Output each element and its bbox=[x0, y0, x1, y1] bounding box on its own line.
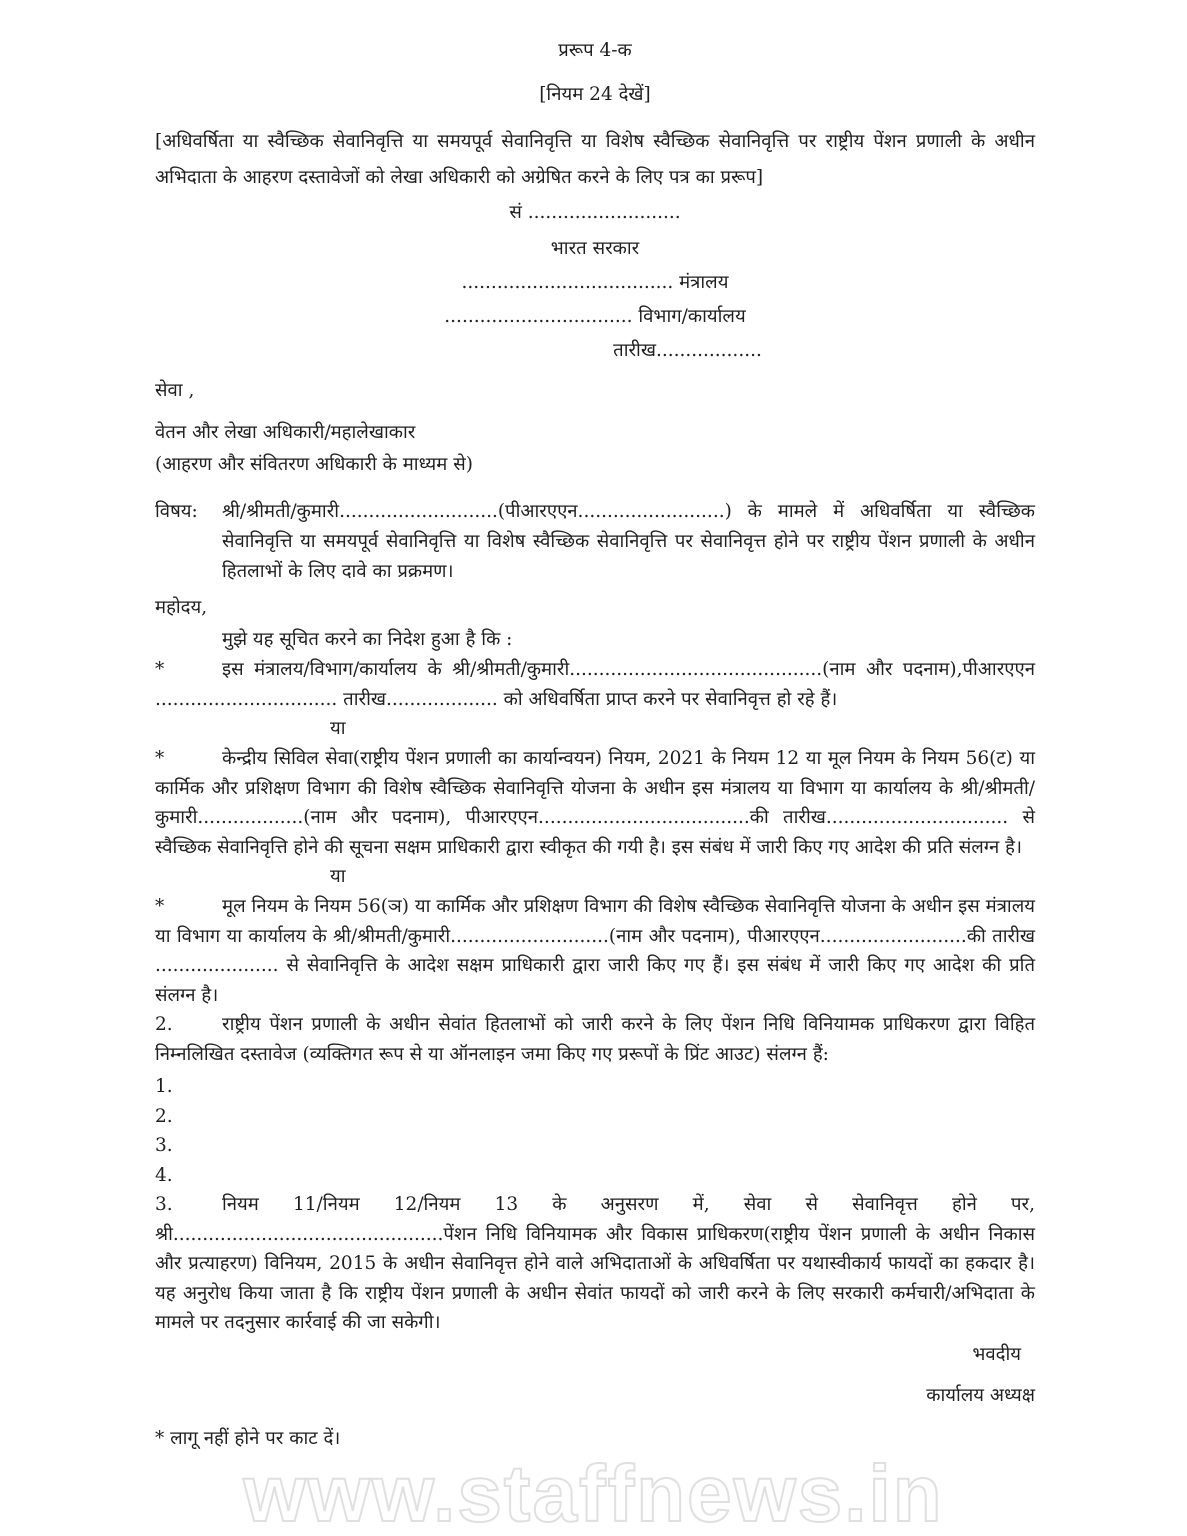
option-3-text: मूल नियम के नियम 56(ञ) या कार्मिक और प्रशिक्षण विभाग की विशेष स्वैच्छिक सेवानिवृत्ति योजना के अधीन इस मंत्रालय या विभाग या कार्यालय के श्री/श्रीमती/कुमारी...........................(नाम और पदनाम), पीआरएएन.........................की तारीख ..................... से सेवानिवृत्ति के आदेश सक्षम प्राधिकारी द्वारा जारी किए गए हैं। इस संबंध में जारी किए गए आदेश की प्रति संलग्न है। bbox=[155, 896, 1035, 1006]
enclosure-item: 1. bbox=[155, 1076, 173, 1097]
enclosure-item: 2. bbox=[155, 1105, 173, 1127]
subject-label: विषय: bbox=[155, 501, 198, 522]
para-3 bbox=[155, 1190, 1035, 1338]
enclosure-list bbox=[155, 1072, 1035, 1190]
department-line: ................................ विभाग/कार्यालय bbox=[444, 306, 746, 327]
or-separator-1: या bbox=[330, 718, 346, 739]
salutation: महोदय, bbox=[155, 597, 208, 618]
asterisk-marker: * bbox=[155, 896, 165, 917]
para-3-text: नियम 11/नियम 12/नियम 13 के अनुसरण में, सेवा से सेवानिवृत्त होने पर, श्री..............................................पेंशन निधि विनियामक और विकास प्राधिकरण(राष्ट्रीय पेंशन प्रणाली के अधीन निकास और प्रत्याहरण) विनियम, 2015 के अधीन सेवानिवृत्त होने वाले अभिदाताओं के अधिवर्षिता पर यथास्वीकार्य फायदों का हकदार है। यह अनुरोध किया जाता है कि राष्ट्रीय पेंशन प्रणाली के अधीन सेवांत फायदों को जारी करने के लिए सरकारी कर्मचारी/अभिदाता के मामले पर तदनुसार कार्रवाई की जा सकेगी। bbox=[155, 1194, 1035, 1333]
subject-text: श्री/श्रीमती/कुमारी...........................(पीआरएएन.........................) के मामले में अधिवर्षिता या स्वैच्छिक सेवानिवृत्ति या समयपूर्व सेवानिवृत्ति या विशेष स्वैच्छिक सेवानिवृत्ति पर सेवानिवृत्त होने पर राष्ट्रीय पेंशन प्रणाली के अधीन हितलाभों के लिए दावे का प्रक्रमण। bbox=[222, 501, 1035, 582]
para-2 bbox=[155, 1010, 1035, 1069]
government-line: भारत सरकार bbox=[550, 238, 640, 259]
asterisk-marker: * bbox=[155, 748, 165, 769]
para-2-text: राष्ट्रीय पेंशन प्रणाली के अधीन सेवांत हितलाभों को जारी करने के लिए पेंशन निधि विनियामक प्राधिकरण द्वारा विहित निम्नलिखित दस्तावेज (व्यक्तिगत रूप से या ऑनलाइन जमा किए गए प्ररूपों के प्रिंट आउट) संलग्न हैं: bbox=[155, 1014, 1035, 1065]
para-3-number: 3. bbox=[155, 1194, 173, 1215]
signatory-designation: कार्यालय अध्यक्ष bbox=[926, 1384, 1035, 1406]
form-description: [अधिवर्षिता या स्वैच्छिक सेवानिवृत्ति या समयपूर्व सेवानिवृत्ति या विशेष स्वैच्छिक सेवानिवृत्ति पर राष्ट्रीय पेंशन प्रणाली के अधीन अभिदाता के आहरण दस्तावेजों को लेखा अधिकारी को अग्रेषित करने के लिए पत्र का प्ररूप] bbox=[155, 131, 1035, 188]
para-2-number: 2. bbox=[155, 1014, 173, 1035]
footnote: * लागू नहीं होने पर काट दें। bbox=[155, 1427, 341, 1449]
ministry-line: .................................... मंत्रालय bbox=[461, 272, 729, 293]
rule-reference: [नियम 24 देखें] bbox=[539, 84, 651, 105]
number-line: सं .......................... bbox=[509, 202, 681, 223]
option-1-text: इस मंत्रालय/विभाग/कार्यालय के श्री/श्रीमती/कुमारी...........................................(नाम और पदनाम),पीआरएएन ............................... तारीख................... को अधिवर्षिता प्राप्त करने पर सेवानिवृत्त हो रहे हैं। bbox=[155, 659, 1035, 710]
or-separator-2: या bbox=[330, 866, 346, 887]
intro-line: मुझे यह सूचित करने का निदेश हुआ है कि : bbox=[222, 629, 513, 650]
asterisk-marker: * bbox=[155, 659, 165, 680]
closing-valediction: भवदीय bbox=[972, 1343, 1021, 1365]
addressee-line: वेतन और लेखा अधिकारी/महालेखाकार bbox=[155, 422, 416, 443]
form-title: प्ररूप 4-क bbox=[558, 40, 632, 61]
option-2-text: केन्द्रीय सिविल सेवा(राष्ट्रीय पेंशन प्रणाली का कार्यान्वयन) नियम, 2021 के नियम 12 या मूल नियम के नियम 56(ट) या कार्मिक और प्रशिक्षण विभाग की विशेष स्वैच्छिक सेवानिवृत्ति योजना के अधीन इस मंत्रालय या विभाग या कार्यालय के श्री/श्रीमती/कुमारी..................(नाम और पदनाम), पीआरएएन....................................की तारीख............................... से स्वैच्छिक सेवानिवृत्ति होने की सूचना सक्षम प्राधिकारी द्वारा स्वीकृत की गयी है। इस संबंध में जारी किए गए आदेश की प्रति संलग्न है। bbox=[155, 748, 1035, 858]
enclosure-item: 3. bbox=[155, 1135, 173, 1156]
option-2 bbox=[155, 744, 1035, 862]
enclosure-item: 4. bbox=[155, 1164, 173, 1186]
subject-block bbox=[155, 497, 1035, 587]
through-line: (आहरण और संवितरण अधिकारी के माध्यम से) bbox=[155, 454, 473, 475]
site-watermark: www.staffnews.in bbox=[243, 1449, 944, 1536]
option-3 bbox=[155, 892, 1035, 1010]
option-1 bbox=[155, 655, 1035, 714]
to-label: सेवा , bbox=[155, 380, 195, 401]
date-line: तारीख.................. bbox=[613, 340, 762, 361]
